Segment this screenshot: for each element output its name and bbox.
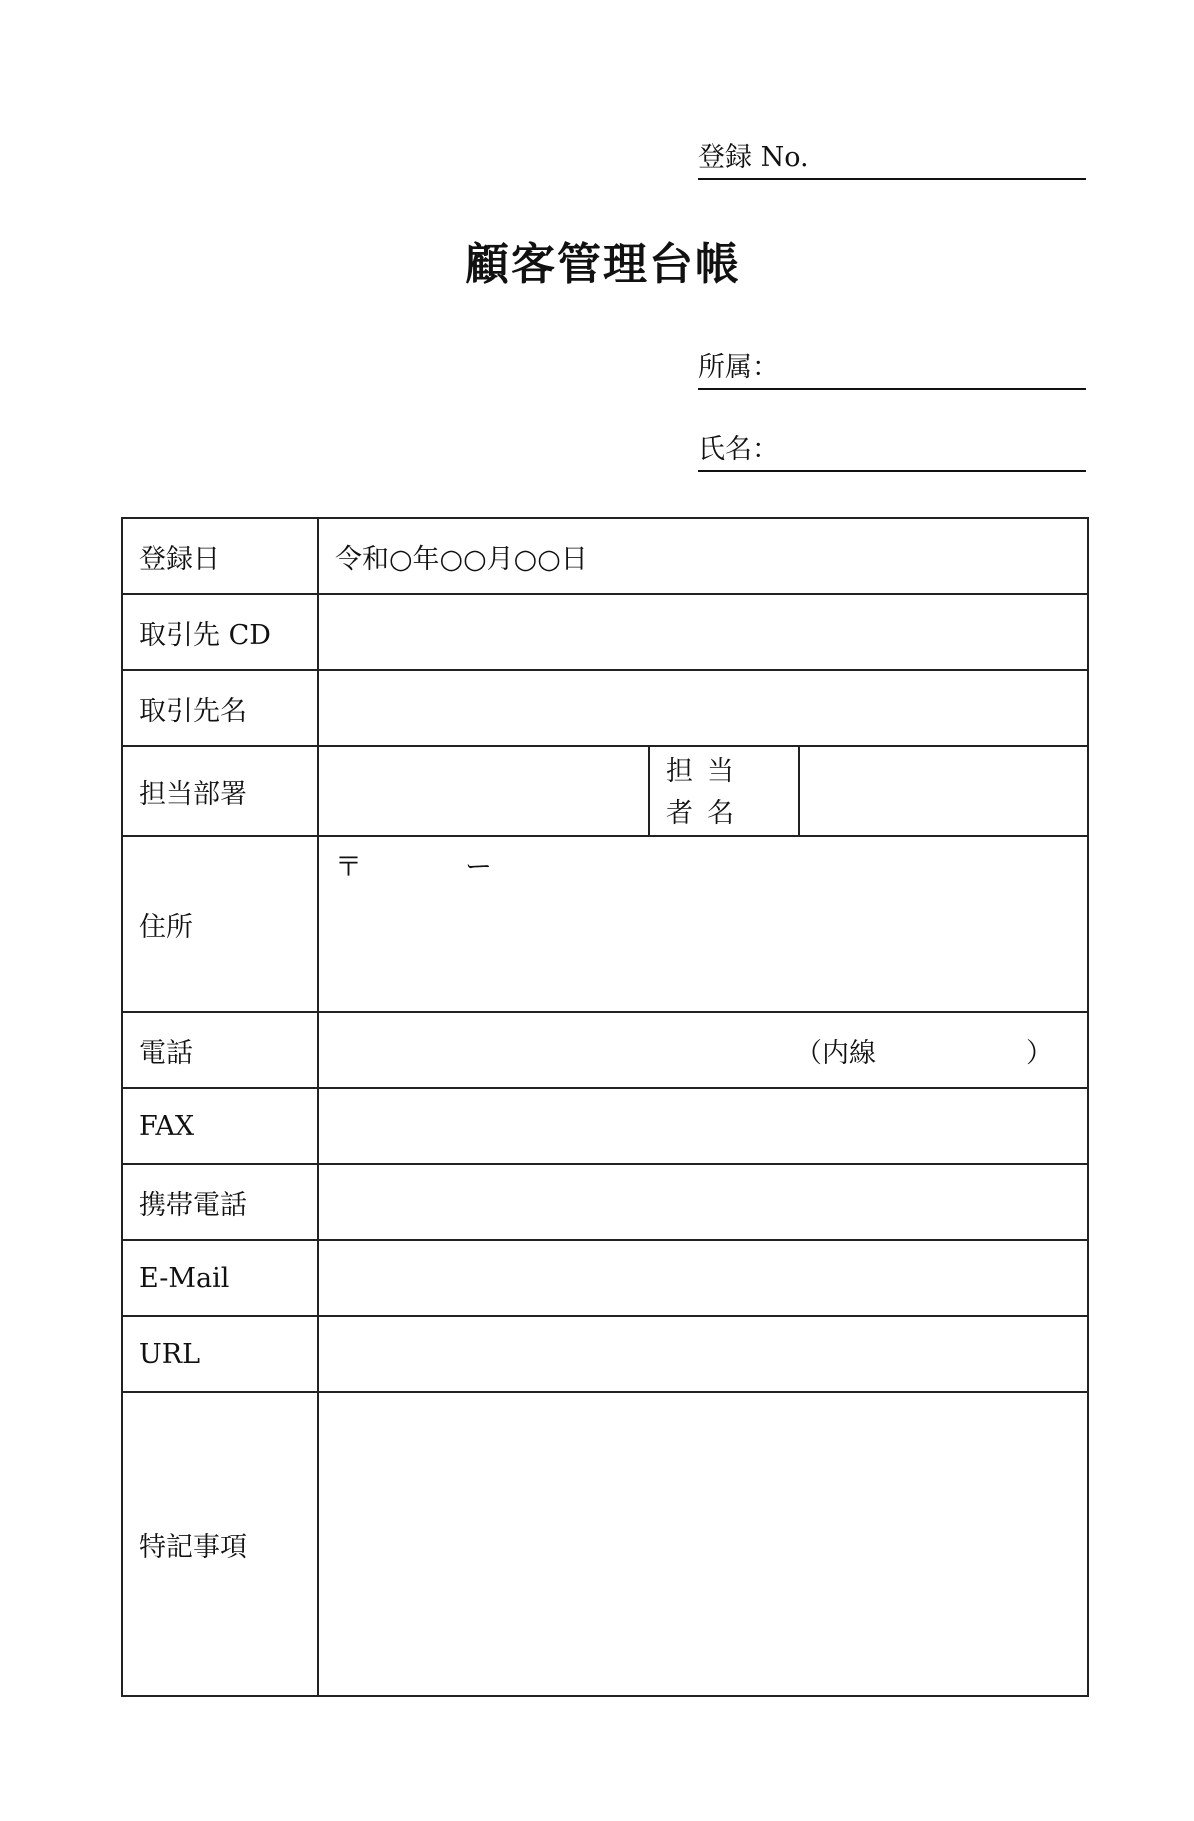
department-value[interactable]	[318, 746, 649, 836]
address-label: 住所	[122, 836, 318, 1012]
client-name-value[interactable]	[318, 670, 1088, 746]
mobile-value[interactable]	[318, 1164, 1088, 1240]
phone-label: 電話	[122, 1012, 318, 1088]
registration-date-value[interactable]: 令和○年○○月○○日	[318, 518, 1088, 594]
registration-no-label: 登録 No.	[698, 142, 809, 173]
email-value[interactable]	[318, 1240, 1088, 1316]
client-cd-value[interactable]	[318, 594, 1088, 670]
extension-blank[interactable]	[876, 1031, 1026, 1070]
extension-close-label: ）	[1026, 1037, 1054, 1069]
row-fax	[122, 1088, 1088, 1164]
extension-field[interactable]	[335, 1031, 1071, 1070]
postal-mark: 〒	[335, 852, 362, 883]
registration-date-label: 登録日	[122, 518, 318, 594]
row-department	[122, 746, 1088, 836]
mobile-label: 携帯電話	[122, 1164, 318, 1240]
person-in-charge-value[interactable]	[799, 746, 1088, 836]
row-mobile	[122, 1164, 1088, 1240]
name-field[interactable]	[698, 434, 1086, 472]
row-address	[122, 836, 1088, 1012]
fax-label: FAX	[122, 1088, 318, 1164]
person-in-charge-label: 担当者名	[649, 746, 799, 836]
department-label: 担当部署	[122, 746, 318, 836]
name-label: 氏名：	[698, 434, 779, 465]
registration-no-field[interactable]	[698, 142, 1086, 180]
address-value[interactable]	[318, 836, 1088, 1012]
row-notes	[122, 1392, 1088, 1696]
url-label: URL	[122, 1316, 318, 1392]
fax-value[interactable]	[318, 1088, 1088, 1164]
row-client-name	[122, 670, 1088, 746]
customer-ledger-table	[121, 517, 1089, 1697]
affiliation-field[interactable]	[698, 352, 1086, 390]
client-cd-label: 取引先 CD	[122, 594, 318, 670]
affiliation-label: 所属：	[698, 352, 779, 383]
page-title: 顧客管理台帳	[465, 239, 741, 290]
notes-value[interactable]	[318, 1392, 1088, 1696]
extension-open-label: （内線	[795, 1037, 877, 1069]
email-label: E-Mail	[122, 1240, 318, 1316]
row-registration-date	[122, 518, 1088, 594]
postal-dash: ー	[465, 852, 492, 883]
phone-value[interactable]	[318, 1012, 1088, 1088]
row-phone	[122, 1012, 1088, 1088]
row-client-cd	[122, 594, 1088, 670]
url-value[interactable]	[318, 1316, 1088, 1392]
row-url	[122, 1316, 1088, 1392]
client-name-label: 取引先名	[122, 670, 318, 746]
row-email	[122, 1240, 1088, 1316]
notes-label: 特記事項	[122, 1392, 318, 1696]
